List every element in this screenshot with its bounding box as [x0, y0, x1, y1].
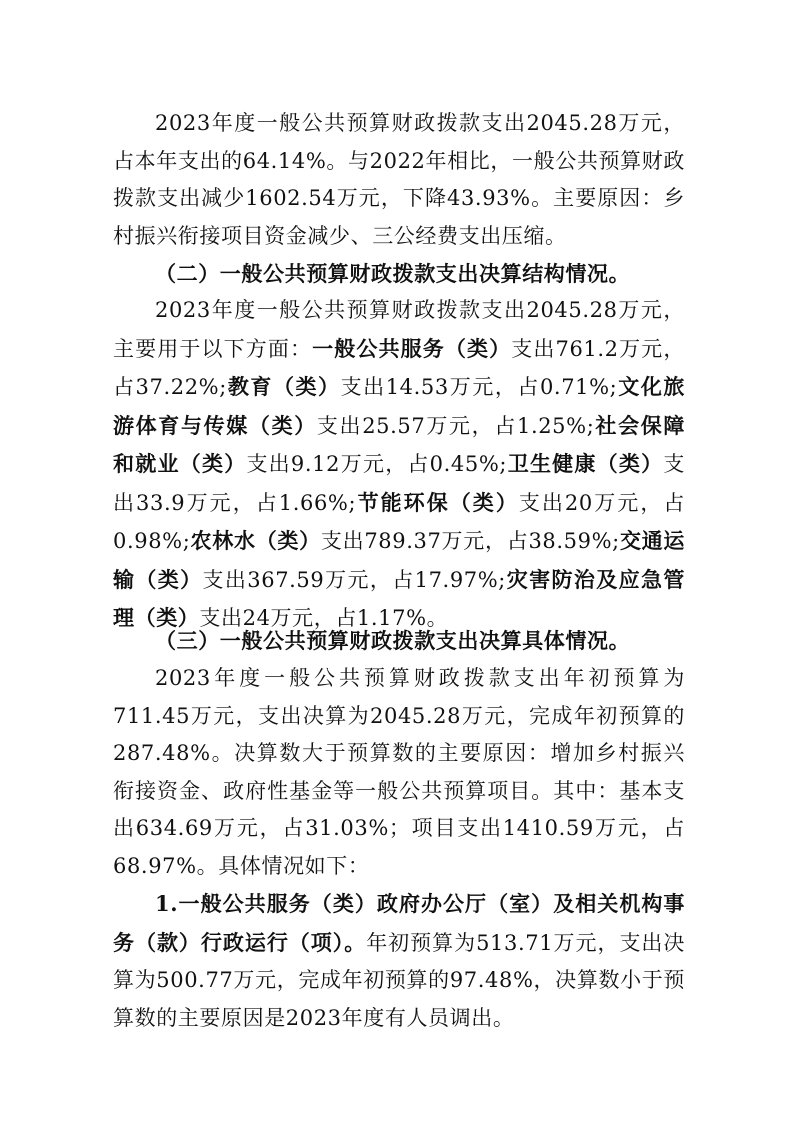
category-general-public-services: 一般公共服务（类） — [312, 335, 512, 361]
category-agriculture: 农林水（类） — [190, 528, 321, 553]
paragraph-total-expenditure: 2023年度一般公共预算财政拨款支出2045.28万元，占本年支出的64.14%。与2022年相比，一般公共预算财政拨款支出减少1602.54万元，下降43.93%。主要原因：乡村振兴衔接项目资金减少、三公经费支出压缩。 — [113, 111, 685, 248]
structure-intro: 2023年度一般公共预算财政拨款支出2045.28万元，主要用于以下方面： — [113, 298, 685, 361]
category-amount: 支出9.12万元，占0.45%; — [246, 452, 508, 476]
item-1-text: 年初预算为513.71万元，支出决算为500.77万元，完成年初预算的97.48%，决算数小于预算数的主要原因是2023年度有人员调出。 — [113, 930, 685, 1030]
category-amount: 支出25.57万元，占1.25%; — [316, 413, 595, 438]
category-amount: 支出761.2万元，占37.22%; — [113, 336, 685, 399]
category-amount: 支出20万元，占0.98%; — [113, 490, 685, 553]
category-energy-environment: 节能环保（类） — [356, 489, 519, 515]
category-amount: 支出367.59万元，占17.97%; — [202, 567, 506, 592]
category-amount: 支出14.53万元，占0.71%; — [340, 375, 618, 399]
category-social-security: 社会保障和就业（类） — [113, 412, 685, 476]
category-health: 卫生健康（类） — [507, 451, 664, 476]
paragraph-expenditure-structure — [113, 292, 685, 638]
category-culture-tourism: 文化旅游体育与传媒（类） — [113, 374, 686, 438]
section-heading-details: （三）一般公共预算财政拨款支出决算具体情况。 — [155, 628, 631, 653]
paragraph-budget-details: 2023年度一般公共预算财政拨款支出年初预算为711.45万元，支出决算为2045.28万元，完成年初预算的287.48%。决算数大于预算数的主要原因：增加乡村振兴衔接资金、政府性基金等一般公共预算项目。其中：基本支出634.69万元，占31.03%；项目支出1410.59万元，占68.97%。具体情况如下： — [113, 666, 685, 878]
category-disaster-prevention: 灾害防治及应急管理（类） — [113, 566, 685, 630]
section-heading-structure: （二）一般公共预算财政拨款支出决算结构情况。 — [155, 261, 631, 286]
category-transportation: 交通运输（类） — [113, 528, 685, 592]
item-1-title: 1.一般公共服务（类）政府办公厅（室）及相关机构事务（款）行政运行（项）。 — [113, 891, 685, 955]
category-amount: 支出789.37万元，占38.59%; — [320, 529, 620, 553]
category-amount: 支出24万元，占1.17%。 — [199, 606, 449, 630]
category-amount: 支出33.9万元，占1.66%; — [113, 452, 685, 515]
paragraph-item-1 — [113, 885, 685, 1037]
category-education: 教育（类） — [226, 374, 341, 399]
